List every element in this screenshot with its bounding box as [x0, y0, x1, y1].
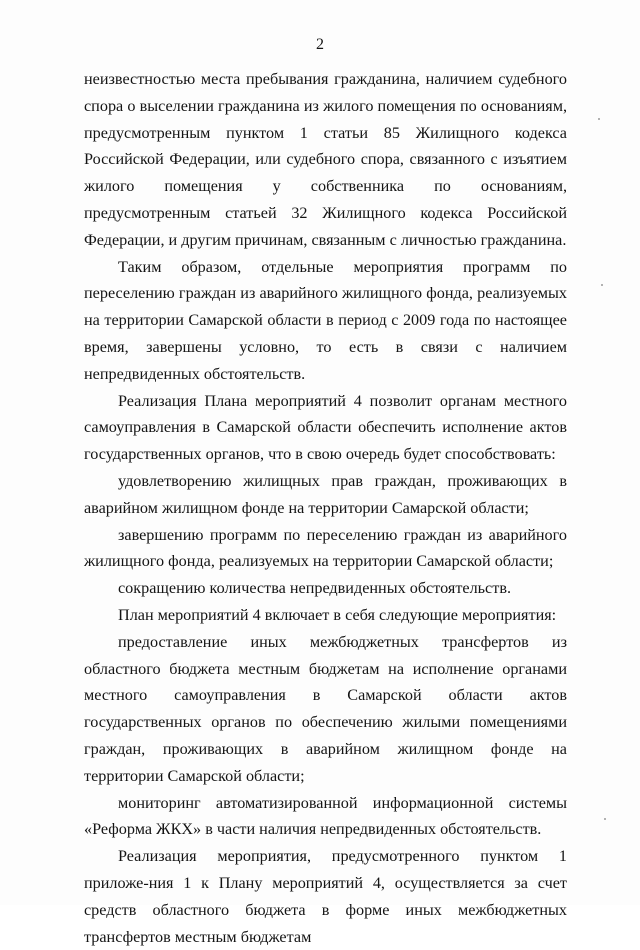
paragraph-funding: Реализация мероприятия, предусмотренного пунктом 1 приложе-ния 1 к Плану мероприятий 4, осуществляется за счет средств областного бюджета в форме иных межбюджетных трансфертов местным бюджетам [84, 847, 567, 946]
scan-speck [598, 118, 600, 120]
page-number: 2 [316, 36, 324, 53]
paragraph-continuation: неизвестностью места пребывания гражданина, наличием судебного спора о выселении гражданина из жилого помещения по основаниям, предусмотренным пунктом 1 статьи 85 Жилищного кодекса Российской Федерации, или судебного спора, связанного с изъятием жилого помещения у собственника по основаниям, предусмотренным статьей 32 Жилищного кодекса Российской Федерации, и другим причинам, связанным с личностью гражданина. [84, 70, 567, 249]
paragraph-summary: Таким образом, отдельные мероприятия программ по переселению граждан из аварийного жилищного фонда, реализуемых на территории Самарской области в период с 2009 года по настоящее время, завершены условно, то есть в связи с наличием непредвиденных обстоятельств. [84, 257, 567, 383]
paragraph-item-monitoring: мониторинг автоматизированной информационной системы «Реформа ЖКХ» в части наличия непредвиденных обстоятельств. [84, 793, 567, 839]
scan-speck [601, 284, 603, 286]
scan-speck [604, 818, 606, 820]
paragraph-item-transfers: предоставление иных межбюджетных трансфертов из областного бюджета местным бюджетам на исполнение органами местного самоуправления в Самарской области актов государственных органов по обеспечению жилыми помещениями граждан, проживающих в аварийном жилищном фонде на территории Самарской области; [84, 632, 567, 785]
document-body [84, 66, 567, 950]
paragraph-item-housing-rights: удовлетворению жилищных прав граждан, проживающих в аварийном жилищном фонде на территории Самарской области; [84, 471, 567, 517]
paragraph-plan-implementation: Реализация Плана мероприятий 4 позволит органам местного самоуправления в Самарской области обеспечить исполнение актов государственных органов, что в свою очередь будет способствовать: [84, 391, 567, 464]
paragraph-item-program-completion: завершению программ по переселению граждан из аварийного жилищного фонда, реализуемых на территории Самарской области; [84, 525, 567, 571]
paragraph-item-reduction: сокращению количества непредвиденных обстоятельств. [118, 579, 512, 598]
paragraph-plan-includes: План мероприятий 4 включает в себя следующие мероприятия: [118, 605, 557, 624]
